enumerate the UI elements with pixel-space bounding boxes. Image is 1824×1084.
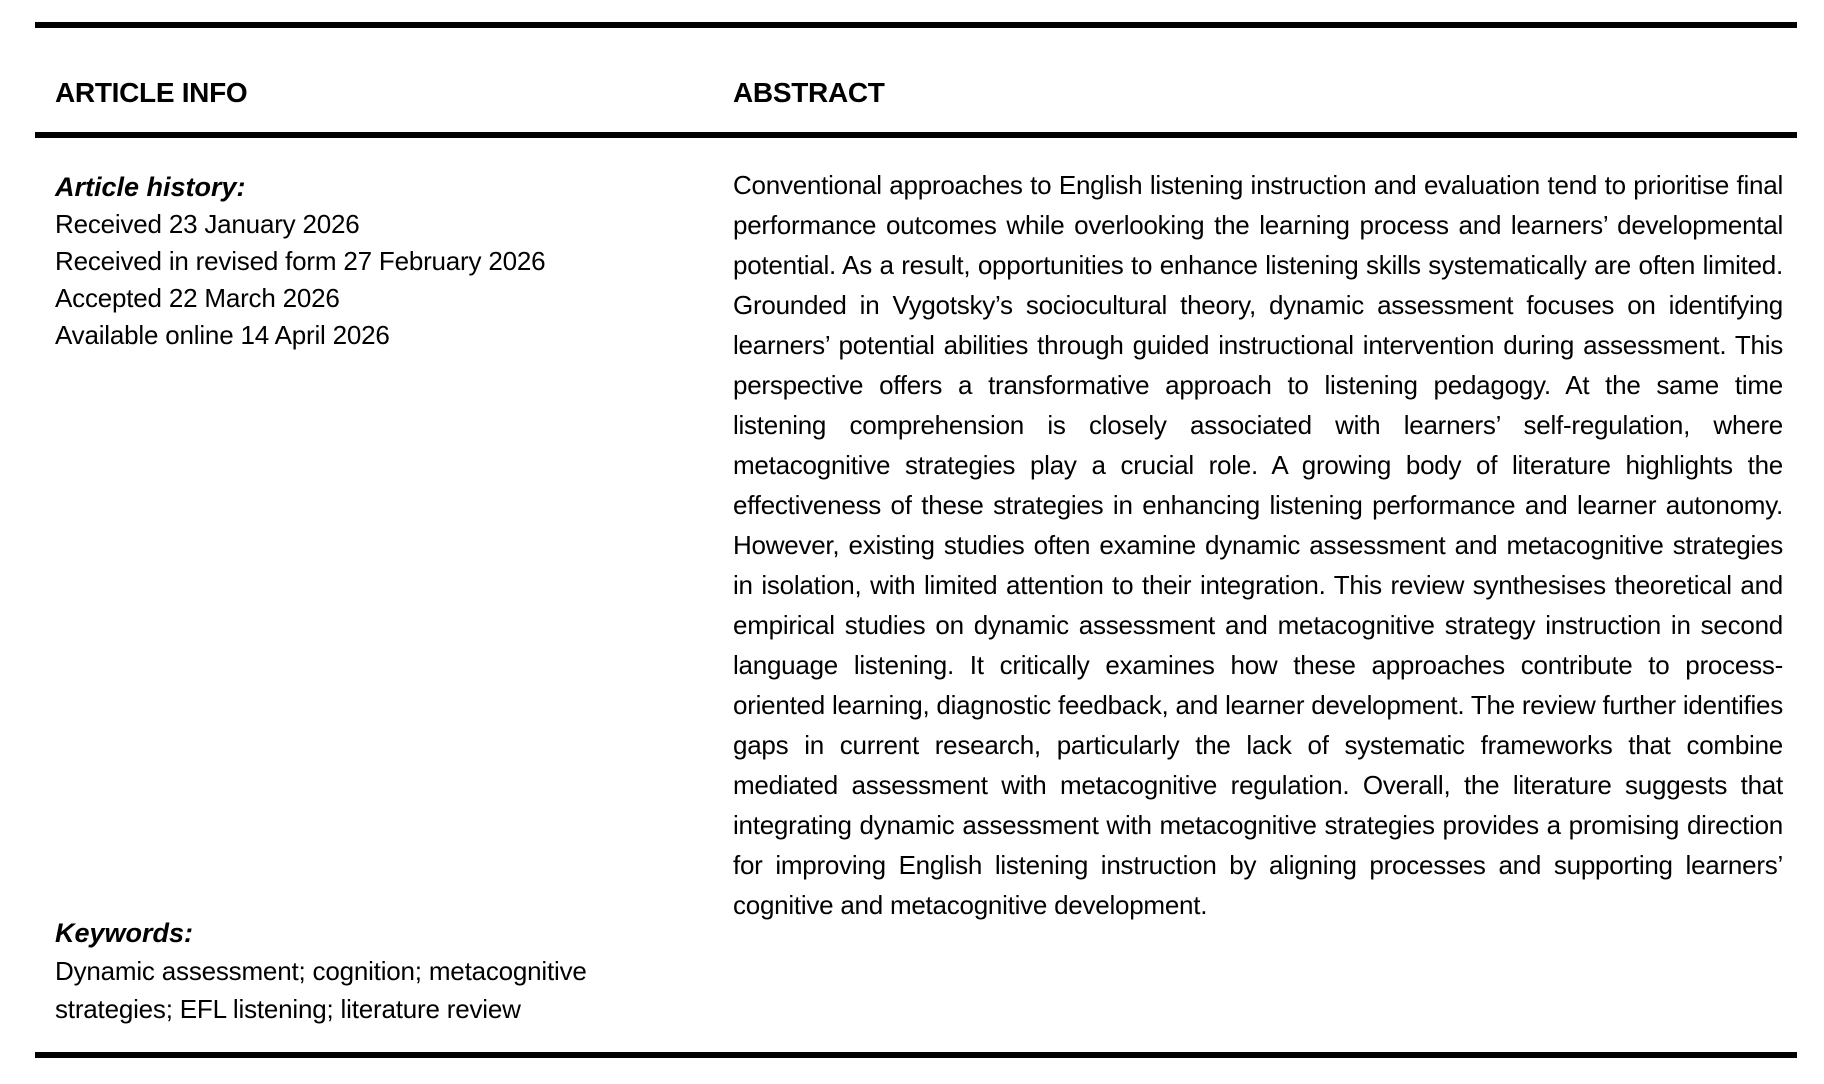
article-history-section	[55, 168, 673, 354]
abstract-paragraph: Conventional approaches to English listening instruction and evaluation tend to prioritise final performance outcomes while overlooking the learning process and learners’ developmental potential. As a result, opportunities to enhance listening skills systematically are often limited. Grounded in Vygotsky’s sociocultural theory, dynamic assessment focuses on identifying learners’ potential abilities through guided instructional intervention during assessment. This perspective offers a transformative approach to listening pedagogy. At the same time listening comprehension is closely associated with learners’ self-regulation, where metacognitive strategies play a crucial role. A growing body of literature highlights the effectiveness of these strategies in enhancing listening performance and learner autonomy. However, existing studies often examine dynamic assessment and metacognitive strategies in isolation, with limited attention to their integration. This review synthesises theoretical and empirical studies on dynamic assessment and metacognitive strategy instruction in second language listening. It critically examines how these approaches contribute to process-oriented learning, diagnostic feedback, and learner development. The review further identifies gaps in current research, particularly the lack of systematic frameworks that combine mediated assessment with metacognitive regulation. Overall, the literature suggests that integrating dynamic assessment with metacognitive strategies provides a promising direction for improving English listening instruction by aligning processes and supporting learners’ cognitive and metacognitive development.	[733, 170, 1783, 920]
history-available-online-line: Available online 14 April 2026	[55, 320, 390, 350]
section-header-row	[35, 28, 1797, 132]
keywords-section	[55, 914, 673, 1028]
history-received-line: Received 23 January 2026	[55, 209, 360, 239]
article-history-label: Article history:	[55, 172, 246, 202]
keywords-label: Keywords:	[55, 918, 194, 948]
abstract-column	[733, 138, 1797, 1052]
front-matter-block	[35, 22, 1797, 1058]
keywords-text: Dynamic assessment; cognition; metacognitive strategies; EFL listening; literature review	[55, 956, 587, 1024]
article-info-column	[35, 138, 733, 1052]
history-revised-line: Received in revised form 27 February 2026	[55, 246, 546, 276]
content-row	[35, 138, 1797, 1052]
article-info-heading: ARTICLE INFO	[55, 77, 248, 108]
history-accepted-line: Accepted 22 March 2026	[55, 283, 340, 313]
bottom-rule	[35, 1052, 1797, 1058]
abstract-heading: ABSTRACT	[733, 77, 885, 108]
